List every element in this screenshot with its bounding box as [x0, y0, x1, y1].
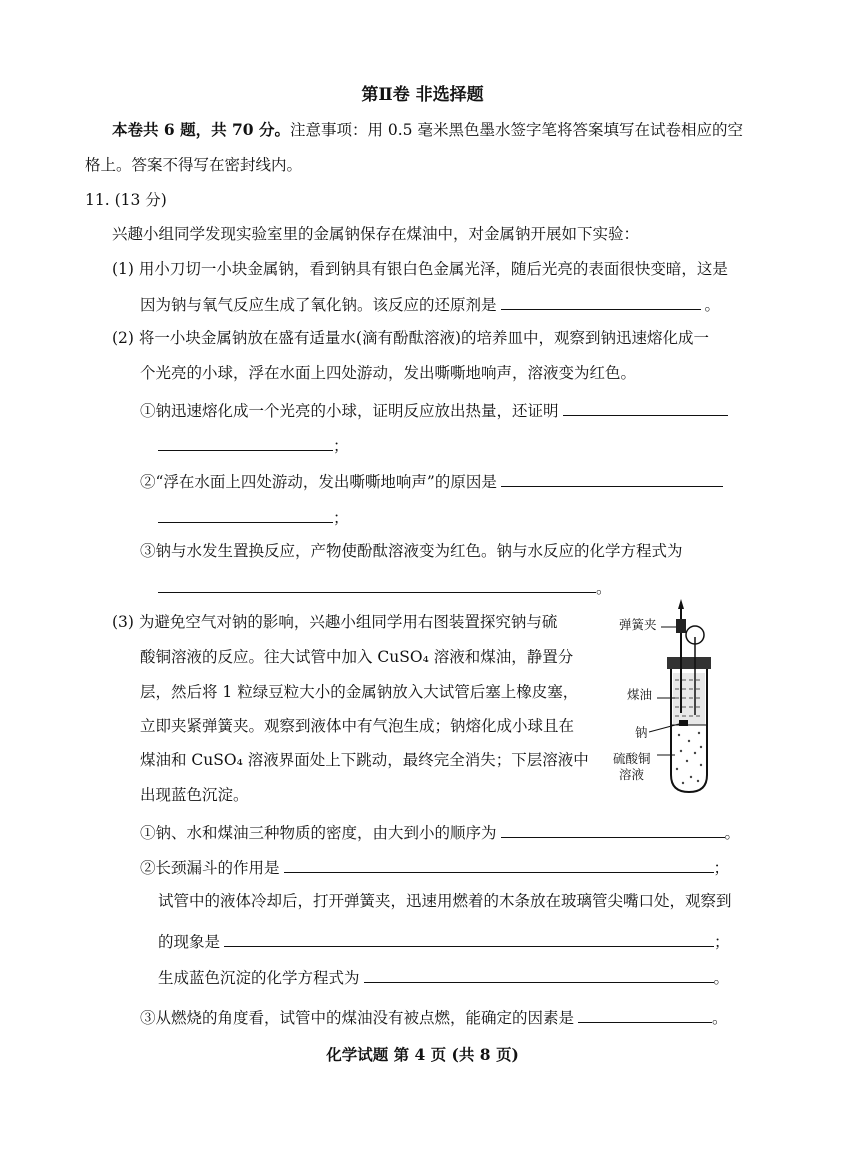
part1-text-1: 用小刀切一小块金属钠，看到钠具有银白色金属光泽，随后光亮的表面很快变暗，这是 — [138, 260, 728, 278]
part2-sub1-cont — [158, 434, 349, 456]
part3-q2b-line-2 — [158, 930, 730, 952]
punct: 。 — [724, 824, 741, 842]
label-sodium: 钠 — [635, 725, 648, 740]
punct: 。 — [704, 296, 721, 314]
punct: 。 — [713, 969, 730, 987]
part3-text-1: 为避免空气对钠的影响，兴趣小组同学用右图装置探究钠与硫 — [138, 613, 558, 631]
sodium-piece — [679, 720, 688, 726]
part3-q2c — [158, 966, 729, 988]
part3-line-2: 酸铜溶液的反应。往大试管中加入 CuSO₄ 溶液和煤油，静置分 — [140, 648, 574, 666]
part3-line-3: 层，然后将 1 粒绿豆粒大小的金属钠放入大试管后塞上橡皮塞， — [140, 683, 579, 701]
answer-blank-6[interactable] — [284, 856, 714, 873]
part3-q1-text: ①钠、水和煤油三种物质的密度，由大到小的顺序为 — [140, 824, 497, 842]
part2-label: (2) — [112, 329, 134, 347]
part3-line-5: 煤油和 CuSO₄ 溶液界面处上下跳动，最终完全消失；下层溶液中 — [140, 751, 589, 769]
question-header — [85, 190, 167, 210]
part3-q3-text: ③从燃烧的角度看，试管中的煤油没有被点燃，能确定的因素是 — [140, 1009, 575, 1027]
answer-blank-9[interactable] — [578, 1006, 712, 1023]
answer-blank-3b[interactable] — [158, 506, 333, 523]
question-score: (13 分) — [114, 191, 167, 209]
part3-line-4: 立即夹紧弹簧夹。观察到液体中有气泡生成；钠熔化成小球且在 — [140, 717, 575, 735]
question-number: 11. — [85, 191, 110, 209]
part2-sub3: ③钠与水发生置换反应，产物使酚酞溶液变为红色。钠与水反应的化学方程式为 — [140, 542, 683, 560]
spring-clamp — [676, 619, 686, 633]
part3-q2c-text: 生成蓝色沉淀的化学方程式为 — [158, 969, 360, 987]
intro-line-1 — [112, 120, 743, 140]
part3-q3 — [140, 1006, 728, 1028]
answer-blank-2a[interactable] — [563, 399, 728, 416]
part3-q2-text: ②长颈漏斗的作用是 — [140, 859, 280, 877]
answer-blank-8[interactable] — [364, 966, 714, 983]
intro-rest: 注意事项：用 0.5 毫米黑色墨水签字笔将答案填写在试卷相应的空 — [289, 121, 743, 139]
sodium-leader — [649, 724, 679, 732]
label-solution-1: 硫酸铜 — [613, 751, 651, 766]
punct: 。 — [712, 1009, 728, 1027]
copper-sulfate-solution — [676, 732, 702, 784]
answer-blank-1[interactable] — [501, 293, 701, 310]
kerosene-layer — [673, 673, 705, 725]
punct: ； — [333, 509, 349, 527]
apparatus-figure — [605, 595, 745, 795]
part1-line-2 — [140, 293, 720, 315]
part3-line-6: 出现蓝色沉淀。 — [140, 786, 249, 804]
label-solution-2: 溶液 — [619, 767, 645, 782]
intro-bold: 本卷共 6 题，共 70 分。 — [112, 120, 290, 139]
part3-q2 — [140, 856, 729, 878]
part1-text-2: 因为钠与氧气反应生成了氧化钠。该反应的还原剂是 — [140, 296, 497, 314]
punct: ； — [714, 933, 730, 951]
answer-blank-2b[interactable] — [158, 434, 333, 451]
part2-sub3-cont — [158, 576, 612, 598]
punct: ； — [333, 437, 349, 455]
part2-sub1-text: ①钠迅速熔化成一个光亮的小球，证明反应放出热量，还证明 — [140, 402, 559, 420]
part1-line-1 — [112, 259, 728, 279]
part2-sub2 — [140, 470, 723, 492]
answer-blank-5[interactable] — [501, 821, 725, 838]
label-kerosene: 煤油 — [627, 687, 653, 702]
label-spring-clamp: 弹簧夹 — [619, 617, 657, 632]
part3-line-1 — [112, 612, 557, 632]
answer-blank-4[interactable] — [158, 576, 596, 593]
rubber-stopper — [667, 657, 711, 669]
part2-sub1 — [140, 399, 728, 421]
part3-label: (3) — [112, 613, 134, 631]
part2-text-1: 将一小块金属钠放在盛有适量水(滴有酚酞溶液)的培养皿中，观察到钠迅速熔化成一 — [138, 329, 710, 347]
part3-q1 — [140, 821, 740, 843]
answer-blank-3a[interactable] — [501, 470, 723, 487]
glass-tube-tip — [678, 599, 684, 609]
intro-line-2: 格上。答案不得写在密封线内。 — [85, 156, 303, 174]
part3-q2b-line-1: 试管中的液体冷却后，打开弹簧夹，迅速用燃着的木条放在玻璃管尖嘴口处，观察到 — [158, 892, 732, 910]
section-title: 第Ⅱ卷 非选择题 — [361, 85, 484, 105]
punct: 。 — [596, 579, 612, 597]
part2-line-2: 个光亮的小球，浮在水面上四处游动，发出嘶嘶地响声，溶液变为红色。 — [140, 364, 637, 382]
part2-sub2-text: ②“浮在水面上四处游动，发出嘶嘶地响声”的原因是 — [140, 473, 497, 491]
answer-blank-7[interactable] — [224, 930, 714, 947]
punct: ； — [713, 859, 730, 877]
part2-line-1 — [112, 328, 709, 348]
question-stem: 兴趣小组同学发现实验室里的金属钠保存在煤油中，对金属钠开展如下实验： — [112, 225, 640, 243]
part1-label: (1) — [112, 260, 134, 278]
part3-q2b-text: 的现象是 — [158, 933, 221, 951]
page-footer: 化学试题 第 4 页 (共 8 页) — [326, 1045, 519, 1064]
part2-sub2-cont — [158, 506, 349, 528]
